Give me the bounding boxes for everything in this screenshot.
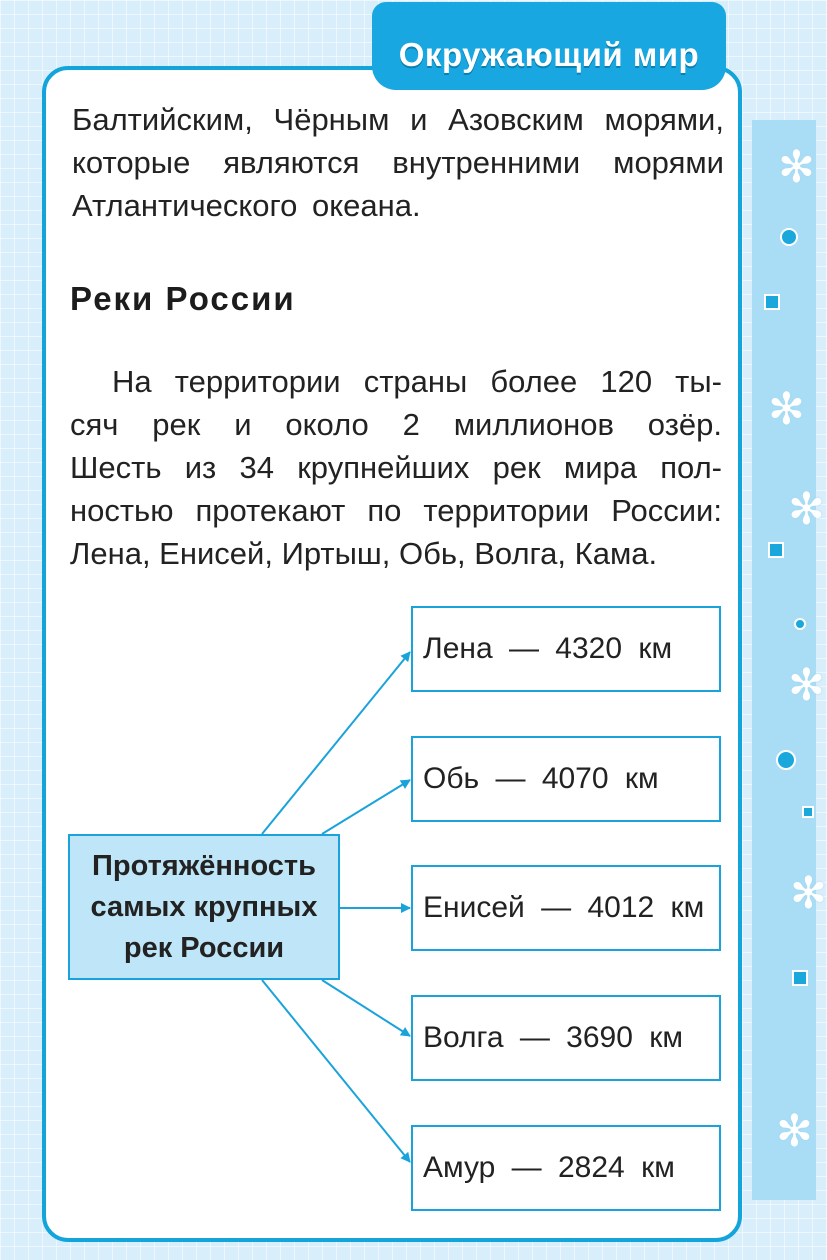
section-heading: Реки России bbox=[70, 280, 296, 317]
arrow-ob bbox=[322, 780, 410, 834]
snowflake-icon: ✻ bbox=[788, 485, 825, 534]
river-label: Енисей — 4012 км bbox=[423, 891, 705, 924]
intro-line: Балтийским, Чёрным и Азовским морями, bbox=[72, 102, 724, 137]
river-label: Лена — 4320 км bbox=[423, 632, 673, 665]
subject-title: Окружающий мир bbox=[398, 36, 700, 73]
snowflake-icon: ✻ bbox=[790, 869, 827, 918]
river-label: Волга — 3690 км bbox=[423, 1021, 684, 1054]
snowflake-icon: ✻ bbox=[778, 143, 815, 192]
paragraph-line: На территории страны более 120 ты- bbox=[112, 364, 722, 399]
center-line: Протяжённость bbox=[92, 849, 316, 882]
arrow-volga bbox=[322, 980, 410, 1036]
snowflake-icon: ✻ bbox=[788, 661, 825, 710]
river-label: Амур — 2824 км bbox=[423, 1151, 675, 1184]
paragraph-line: Лена, Енисей, Иртыш, Обь, Волга, Кама. bbox=[70, 536, 658, 571]
river-box-volga bbox=[411, 995, 721, 1081]
river-label: Обь — 4070 км bbox=[423, 762, 659, 795]
arrow-lena bbox=[262, 652, 410, 834]
arrow-amur bbox=[262, 980, 410, 1162]
snowflake-icon: ✻ bbox=[768, 385, 805, 434]
paragraph-line: ностью протекают по территории России: bbox=[70, 493, 722, 528]
center-line: рек России bbox=[123, 931, 285, 964]
river-box-yenisei bbox=[411, 865, 721, 951]
rivers-length-box bbox=[68, 834, 340, 980]
snowflake-icon: ✻ bbox=[776, 1107, 813, 1156]
paragraph-line: сяч рек и около 2 миллионов озёр. bbox=[70, 407, 722, 442]
river-box-amur bbox=[411, 1125, 721, 1211]
intro-line: которые являются внутренними морями bbox=[72, 145, 724, 180]
paragraph-line: Шесть из 34 крупнейших рек мира пол- bbox=[70, 450, 722, 485]
center-line: самых крупных bbox=[90, 890, 318, 923]
intro-line: Атлантического океана. bbox=[72, 188, 421, 223]
river-box-lena bbox=[411, 606, 721, 692]
river-box-ob bbox=[411, 736, 721, 822]
